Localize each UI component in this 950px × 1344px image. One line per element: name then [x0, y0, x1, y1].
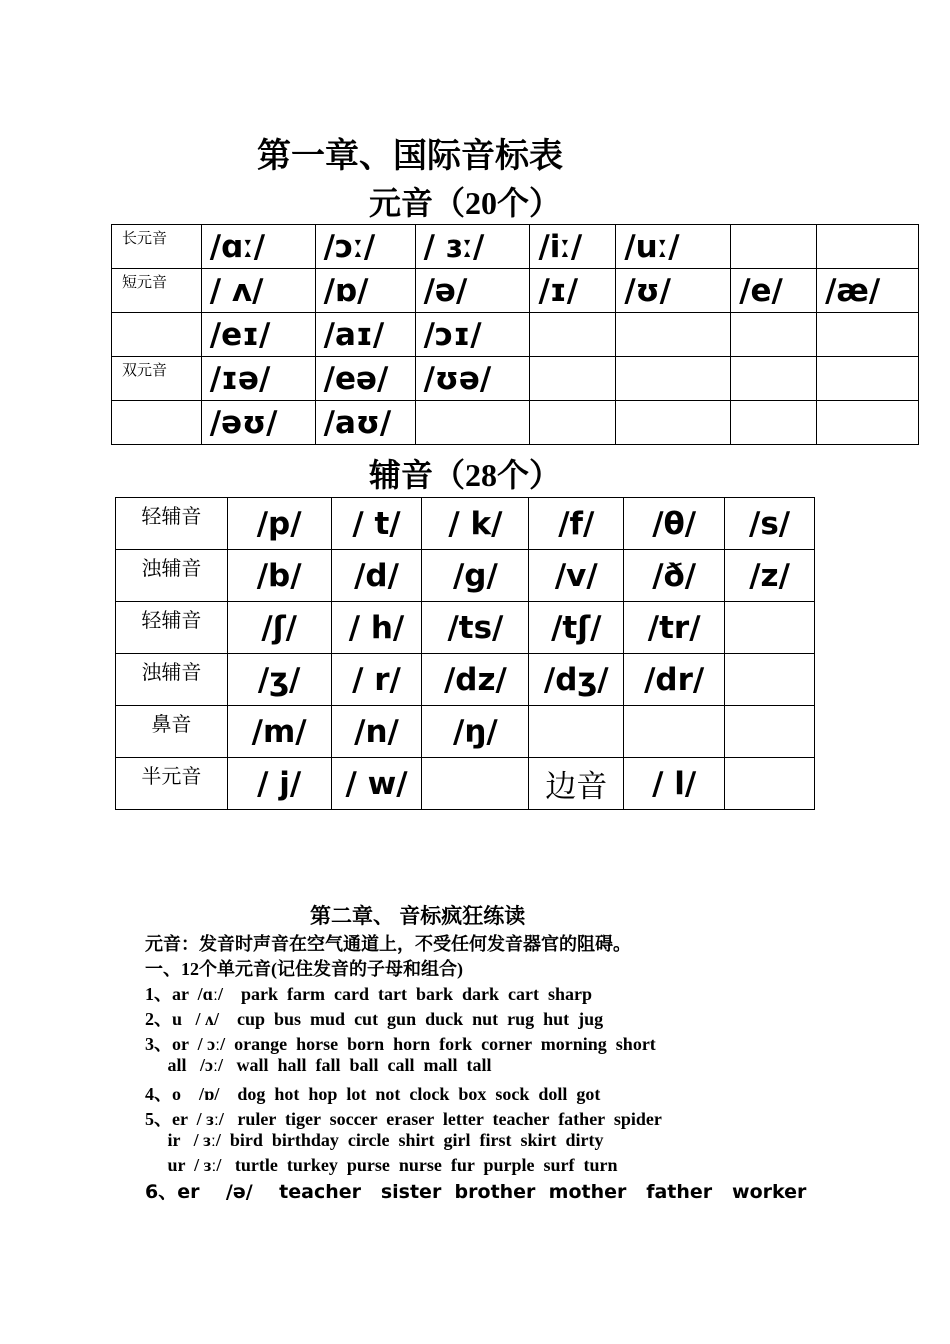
- consonant-symbol: /ŋ/: [422, 706, 529, 758]
- practice-line: 1、ar /ɑː/ park farm card tart bark dark cart sharp: [145, 984, 592, 1004]
- vowel-symbol: /ɔː/: [315, 225, 415, 269]
- vowel-row-label: [112, 313, 202, 357]
- vowel-row: [112, 357, 919, 401]
- consonant-symbol: /dr/: [624, 654, 725, 706]
- vowel-symbol: [530, 401, 616, 445]
- consonant-symbol: [725, 758, 815, 810]
- vowel-symbol: [731, 225, 817, 269]
- vowel-symbol: [616, 313, 731, 357]
- consonant-row-label: 半元音: [116, 758, 228, 810]
- vowel-table: [111, 224, 919, 445]
- vowel-symbol: [731, 357, 817, 401]
- consonant-symbol: /ð/: [624, 550, 725, 602]
- practice-line: all /ɔː/ wall hall fall ball call mall tall: [145, 1055, 492, 1075]
- vowel-symbol: /ʊə/: [415, 357, 530, 401]
- consonant-row: [116, 498, 815, 550]
- consonant-symbol: / h/: [331, 602, 422, 654]
- consonant-symbol: / t/: [331, 498, 422, 550]
- vowel-row: [112, 225, 919, 269]
- consonant-row-label: 轻辅音: [116, 498, 228, 550]
- consonant-symbol: /s/: [725, 498, 815, 550]
- vowel-symbol: /ʊ/: [616, 269, 731, 313]
- vowel-symbol: /aɪ/: [315, 313, 415, 357]
- vowel-symbol: [616, 357, 731, 401]
- consonant-symbol: [725, 602, 815, 654]
- vowel-symbol: /e/: [731, 269, 817, 313]
- vowel-definition: 元音：发音时声音在空气通道上，不受任何发音器官的阻碍。: [145, 934, 631, 954]
- consonant-symbol: /dʒ/: [529, 654, 624, 706]
- consonant-symbol: / k/: [422, 498, 529, 550]
- consonant-symbol: /tr/: [624, 602, 725, 654]
- lateral-label: 边音: [529, 758, 624, 810]
- consonant-symbol: /m/: [227, 706, 331, 758]
- vowel-row-label: 长元音: [112, 225, 202, 269]
- consonant-row-label: 轻辅音: [116, 602, 228, 654]
- vowel-symbol: /iː/: [530, 225, 616, 269]
- consonant-symbol: /tʃ/: [529, 602, 624, 654]
- practice-line: 4、o /ɒ/ dog hot hop lot not clock box sock doll got: [145, 1084, 601, 1104]
- vowel-symbol: /eɪ/: [201, 313, 315, 357]
- vowel-symbol: /æ/: [817, 269, 919, 313]
- vowel-symbol: [530, 357, 616, 401]
- consonant-symbol: [725, 706, 815, 758]
- vowel-symbol: /ɪə/: [201, 357, 315, 401]
- vowel-symbol: [616, 401, 731, 445]
- vowel-symbol: /ɒ/: [315, 269, 415, 313]
- vowel-symbol: [415, 401, 530, 445]
- consonants-title: 辅音（28个）: [368, 457, 561, 493]
- vowel-symbol: /uː/: [616, 225, 731, 269]
- vowel-symbol: /ɔɪ/: [415, 313, 530, 357]
- consonant-row-label: 鼻音: [116, 706, 228, 758]
- vowel-row-label: 双元音: [112, 357, 202, 401]
- vowel-row-label: 短元音: [112, 269, 202, 313]
- consonant-symbol: [422, 758, 529, 810]
- vowel-symbol: [817, 313, 919, 357]
- vowel-symbol: / ɜː/: [415, 225, 530, 269]
- vowel-symbol: /ə/: [415, 269, 530, 313]
- consonant-symbol: /ʃ/: [227, 602, 331, 654]
- consonant-row: [116, 758, 815, 810]
- chapter2-title: 第二章、 音标疯狂练读: [310, 904, 526, 928]
- consonant-row: [116, 602, 815, 654]
- vowel-symbol: /aʊ/: [315, 401, 415, 445]
- consonant-row: [116, 654, 815, 706]
- consonant-symbol: /v/: [529, 550, 624, 602]
- consonant-symbol: /n/: [331, 706, 422, 758]
- vowel-symbol: /eə/: [315, 357, 415, 401]
- consonant-symbol: [725, 654, 815, 706]
- consonant-symbol: / w/: [331, 758, 422, 810]
- consonant-symbol: /dz/: [422, 654, 529, 706]
- practice-line: ur / ɜː/ turtle turkey purse nurse fur purple surf turn: [145, 1155, 618, 1175]
- consonant-symbol: /p/: [227, 498, 331, 550]
- vowel-row-label: [112, 401, 202, 445]
- vowel-symbol: [817, 225, 919, 269]
- consonant-symbol: /ts/: [422, 602, 529, 654]
- consonant-symbol: /θ/: [624, 498, 725, 550]
- consonant-row: [116, 706, 815, 758]
- vowel-symbol: [731, 401, 817, 445]
- practice-line: 3、or / ɔː/ orange horse born horn fork corner morning short: [145, 1034, 656, 1054]
- consonant-symbol: /z/: [725, 550, 815, 602]
- consonant-row-label: 浊辅音: [116, 654, 228, 706]
- consonant-symbol: [624, 706, 725, 758]
- consonant-symbol: /b/: [227, 550, 331, 602]
- vowel-symbol: [817, 357, 919, 401]
- consonant-symbol: /d/: [331, 550, 422, 602]
- consonant-symbol: /ʒ/: [227, 654, 331, 706]
- consonant-table: [115, 497, 815, 810]
- practice-line: 5、er / ɜː/ ruler tiger soccer eraser letter teacher father spider: [145, 1109, 662, 1129]
- consonant-row-label: 浊辅音: [116, 550, 228, 602]
- vowel-row: [112, 269, 919, 313]
- vowels-title: 元音（20个）: [368, 185, 561, 221]
- vowel-symbol: /ɪ/: [530, 269, 616, 313]
- consonant-row: [116, 550, 815, 602]
- consonant-symbol: / l/: [624, 758, 725, 810]
- vowel-symbol: [530, 313, 616, 357]
- consonant-symbol: /g/: [422, 550, 529, 602]
- vowel-row: [112, 313, 919, 357]
- practice-line: 6、er /ə/ teacher sister brother mother father worker: [145, 1181, 807, 1203]
- practice-line: ir / ɜː/ bird birthday circle shirt girl first skirt dirty: [145, 1130, 604, 1150]
- vowel-symbol: [731, 313, 817, 357]
- chapter1-title: 第一章、国际音标表: [257, 138, 563, 175]
- consonant-symbol: / j/: [227, 758, 331, 810]
- practice-line: 2、u / ʌ/ cup bus mud cut gun duck nut rug hut jug: [145, 1009, 604, 1029]
- consonant-symbol: [529, 706, 624, 758]
- consonant-symbol: /f/: [529, 498, 624, 550]
- vowel-row: [112, 401, 919, 445]
- vowel-symbol: [817, 401, 919, 445]
- vowel-symbol: / ʌ/: [201, 269, 315, 313]
- vowel-symbol: /ɑː/: [201, 225, 315, 269]
- vowel-symbol: /əʊ/: [201, 401, 315, 445]
- consonant-symbol: / r/: [331, 654, 422, 706]
- monophthong-heading: 一、12个单元音(记住发音的子母和组合): [145, 959, 463, 979]
